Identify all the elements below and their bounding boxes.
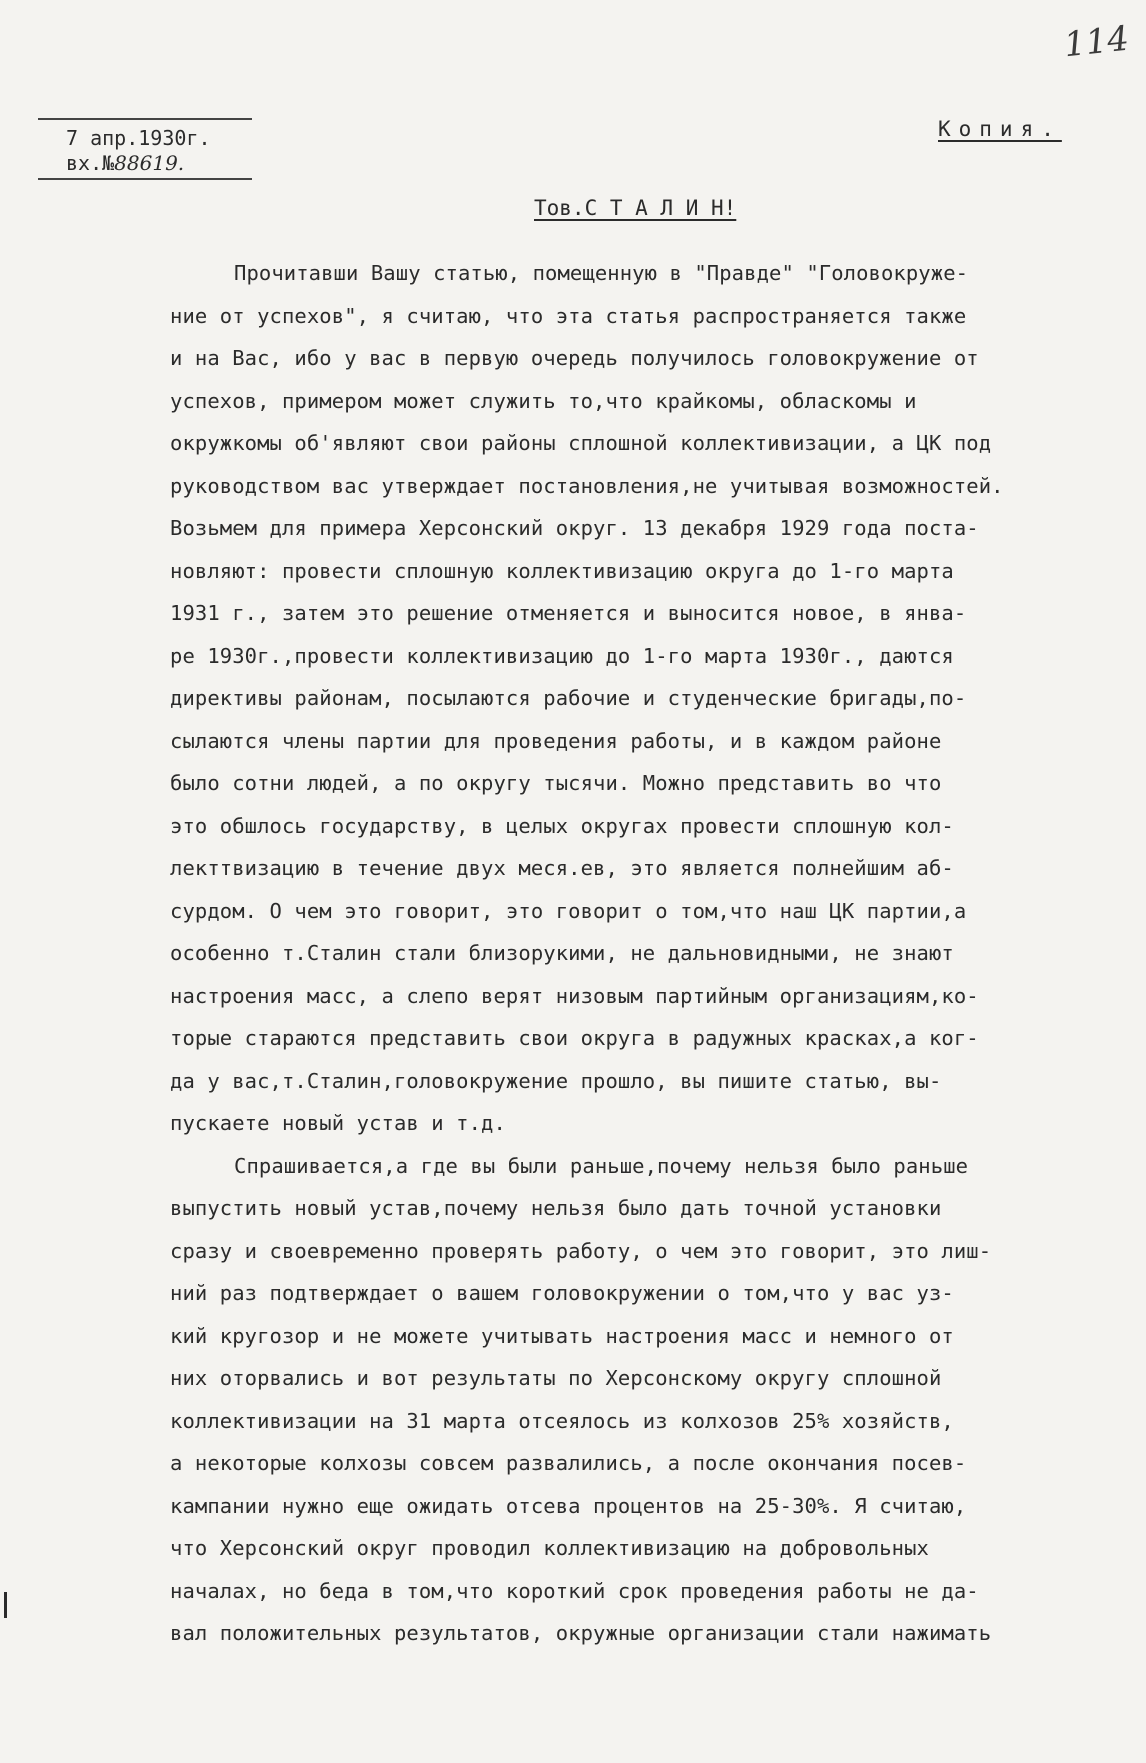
registration-date: 7 апр.1930г.	[66, 126, 211, 150]
text-line: сылаются члены партии для проведения работы, и в каждом районе	[170, 728, 942, 753]
registration-number-line	[66, 151, 252, 176]
registration-stamp	[38, 118, 252, 180]
text-line: сразу и своевременно проверять работу, о чем это говорит, это лиш-	[170, 1238, 992, 1263]
text-line: ре 1930г.,провести коллективизацию до 1-го марта 1930г., даются	[170, 643, 954, 668]
letter-body	[170, 252, 1110, 1655]
text-line: да у вас,т.Сталин,головокружение прошло, вы пишите статью, вы-	[170, 1068, 942, 1093]
text-line: и на Вас, ибо у вас в первую очередь получилось головокружение от	[170, 346, 979, 370]
text-line: а некоторые колхозы совсем развалились, а после окончания посев-	[170, 1451, 967, 1475]
text-line: новляют: провести сплошную коллективизацию округа до 1-го марта	[170, 558, 954, 583]
registration-number-prefix: вх.№	[66, 151, 115, 175]
text-line: лекттвизацию в течение двух меся.ев, это является полнейшим аб-	[170, 856, 954, 880]
text-line: руководством вас утверждает постановления,не учитывая возможностей.	[170, 473, 1004, 498]
text-line: окружкомы об'являют свои районы сплошной коллективизации, а ЦК под	[170, 431, 992, 455]
text-line: ние от успехов", я считаю, что эта статья распространяется также	[170, 303, 967, 328]
text-line: настроения масс, а слепо верят низовым партийным организациям,ко-	[170, 983, 979, 1008]
text-line: что Херсонский округ проводил коллективизацию на добровольных	[170, 1536, 929, 1560]
archive-folio-number: 114	[1062, 18, 1131, 66]
text-line: кампании нужно еще ожидать отсева процентов на 25-30%. Я считаю,	[170, 1493, 967, 1518]
text-line: ний раз подтверждает о вашем головокружении о том,что у вас уз-	[170, 1281, 954, 1305]
text-line: директивы районам, посылаются рабочие и студенческие бригады,по-	[170, 686, 967, 710]
text-line: Спрашивается,а где вы были раньше,почему нельзя было раньше	[234, 1153, 969, 1178]
copy-mark: Копия.	[938, 117, 1062, 141]
text-line: было сотни людей, а по округу тысячи. Можно представить во что	[170, 771, 942, 795]
text-line: выпустить новый устав,почему нельзя было дать точной установки	[170, 1196, 942, 1220]
registration-number: 88619.	[114, 151, 185, 175]
text-line: особенно т.Сталин стали близорукими, не дальновидными, не знают	[170, 941, 954, 965]
text-line: успехов, примером может служить то,что крайкомы, обласкомы и	[170, 388, 917, 413]
text-line: Прочитавши Вашу статью, помещенную в "Правде" "Головокруже-	[234, 261, 969, 285]
text-line: них оторвались и вот результаты по Херсонскому округу сплошной	[170, 1366, 942, 1390]
text-line: сурдом. О чем это говорит, это говорит о том,что наш ЦК партии,а	[170, 898, 967, 923]
text-line: кий кругозор и не можете учитывать настроения масс и немного от	[170, 1323, 954, 1348]
text-line: это обшлось государству, в целых округах провести сплошную кол-	[170, 813, 954, 838]
text-line: пускаете новый устав и т.д.	[170, 1111, 506, 1135]
text-line: коллективизации на 31 марта отсеялось из колхозов 25% хозяйств,	[170, 1408, 954, 1433]
text-line: вал положительных результатов, окружные организации стали нажимать	[170, 1621, 992, 1645]
salutation: Тов.С Т А Л И Н!	[534, 196, 737, 220]
text-line: Возьмем для примера Херсонский округ. 13 декабря 1929 года поста-	[170, 516, 979, 540]
text-line: торые стараются представить свои округа в радужных красках,а ког-	[170, 1026, 979, 1050]
text-line: началах, но беда в том,что короткий срок проведения работы не да-	[170, 1578, 979, 1603]
binding-mark	[4, 1592, 7, 1618]
text-line: 1931 г., затем это решение отменяется и выносится новое, в янва-	[170, 601, 967, 625]
